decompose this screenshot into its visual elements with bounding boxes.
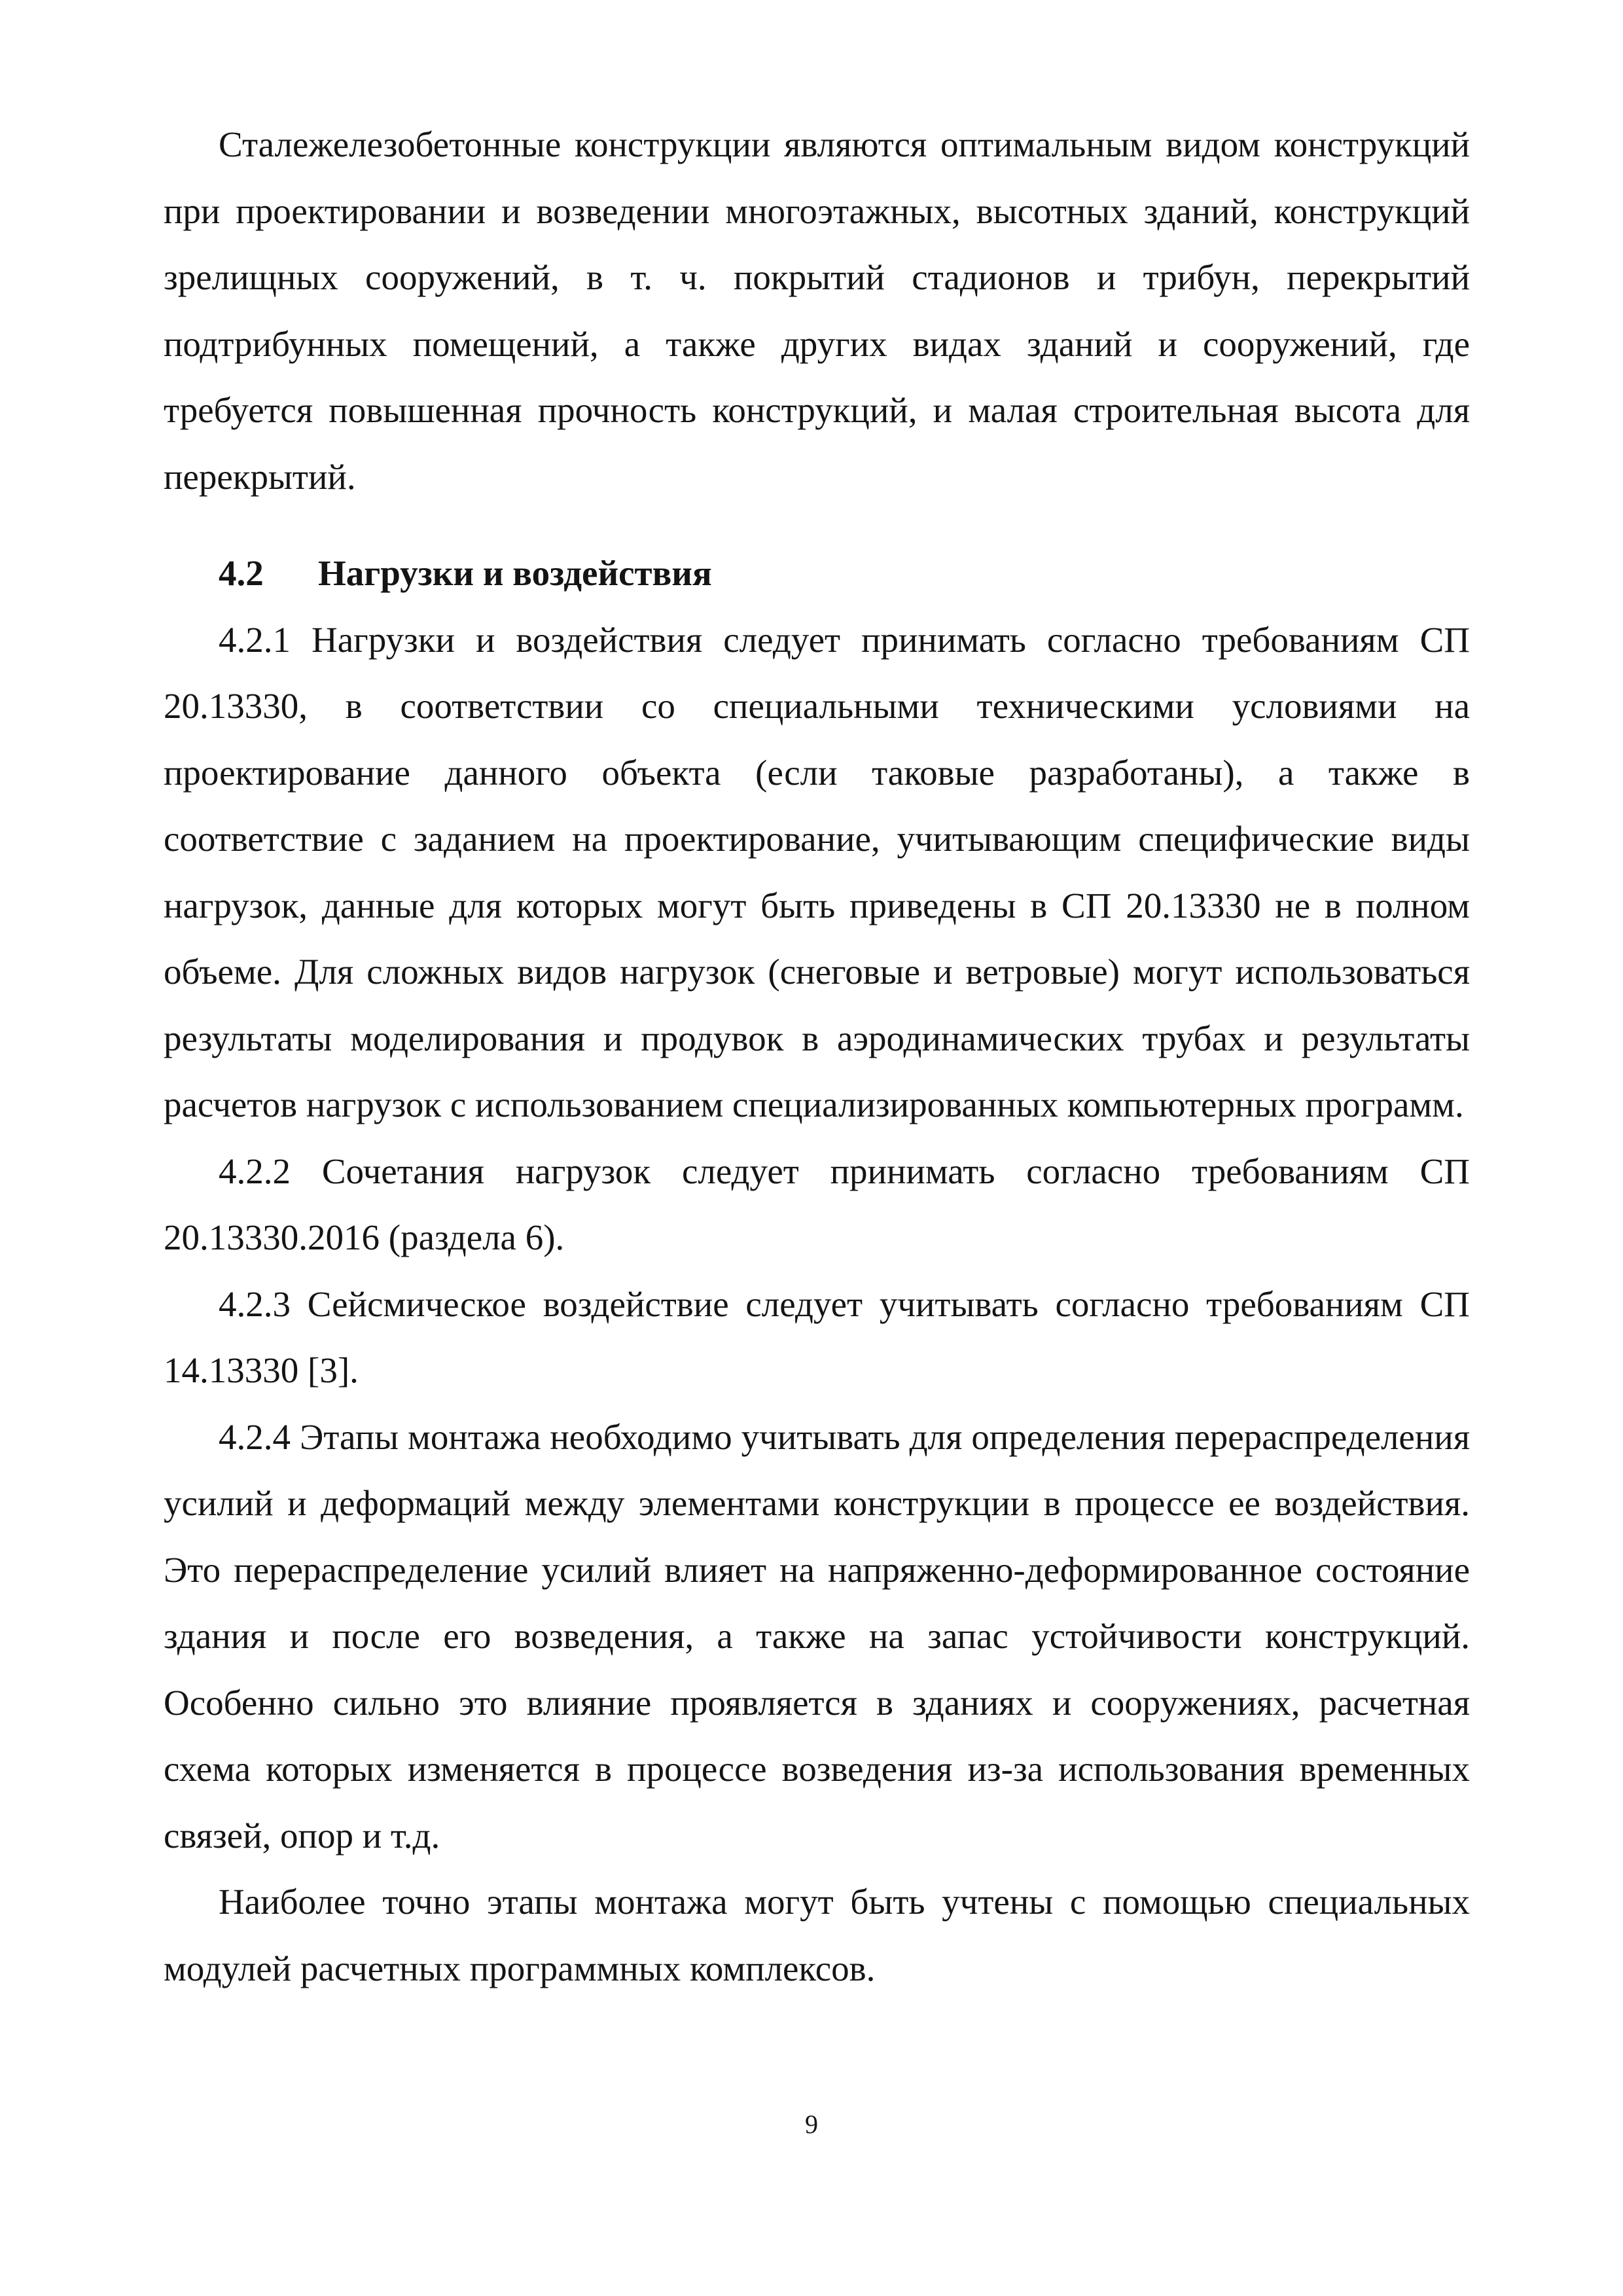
closing-paragraph: Наиболее точно этапы монтажа могут быть учтены с помощью специальных модулей расчетных программных комплексов. [164, 1882, 1470, 1988]
section-heading [164, 540, 1470, 607]
clause-4-2-4: 4.2.4 Этапы монтажа необходимо учитывать для определения перераспределения усилий и деформаций между элементами конструкции в процессе ее воздействия. Это перераспределение усилий влияет на напряженно-деформированное состояние здания и после его возведения, а также на запас устойчивости конструкций. Особенно сильно это влияние проявляется в зданиях и сооружениях, расчетная схема которых изменяется в процессе возведения из-за использования временных связей, опор и т.д. [164, 1416, 1470, 1856]
page-number: 9 [805, 2109, 818, 2139]
section-title: Нагрузки и воздействия [318, 553, 712, 593]
clause-4-2-2: 4.2.2 Сочетания нагрузок следует принимать согласно требованиям СП 20.13330.2016 (раздела 6). [164, 1151, 1470, 1257]
clause-4-2-1: 4.2.1 Нагрузки и воздействия следует принимать согласно требованиям СП 20.13330, в соответствии со специальными техническими условиями на проектирование данного объекта (если таковые разработаны), а также в соответствие с заданием на проектирование, учитывающим специфические виды нагрузок, данные для которых могут быть приведены в СП 20.13330 не в полном объеме. Для сложных видов нагрузок (снеговые и ветровые) могут использоваться результаты моделирования и продувок в аэродинамических трубах и результаты расчетов нагрузок с использованием специализированных компьютерных программ. [164, 619, 1470, 1124]
page-body [164, 111, 1470, 2001]
section-number: 4.2 [219, 553, 264, 593]
clause-4-2-3: 4.2.3 Сейсмическое воздействие следует учитывать согласно требованиям СП 14.13330 [3]. [164, 1283, 1470, 1390]
intro-paragraph: Сталежелезобетонные конструкции являются оптимальным видом конструкций при проектировании и возведении многоэтажных, высотных зданий, конструкций зрелищных сооружений, в т. ч. покрытий стадионов и трибун, перекрытий подтрибунных помещений, а также других видах зданий и сооружений, где требуется повышенная прочность конструкций, и малая строительная высота для перекрытий. [164, 124, 1470, 497]
